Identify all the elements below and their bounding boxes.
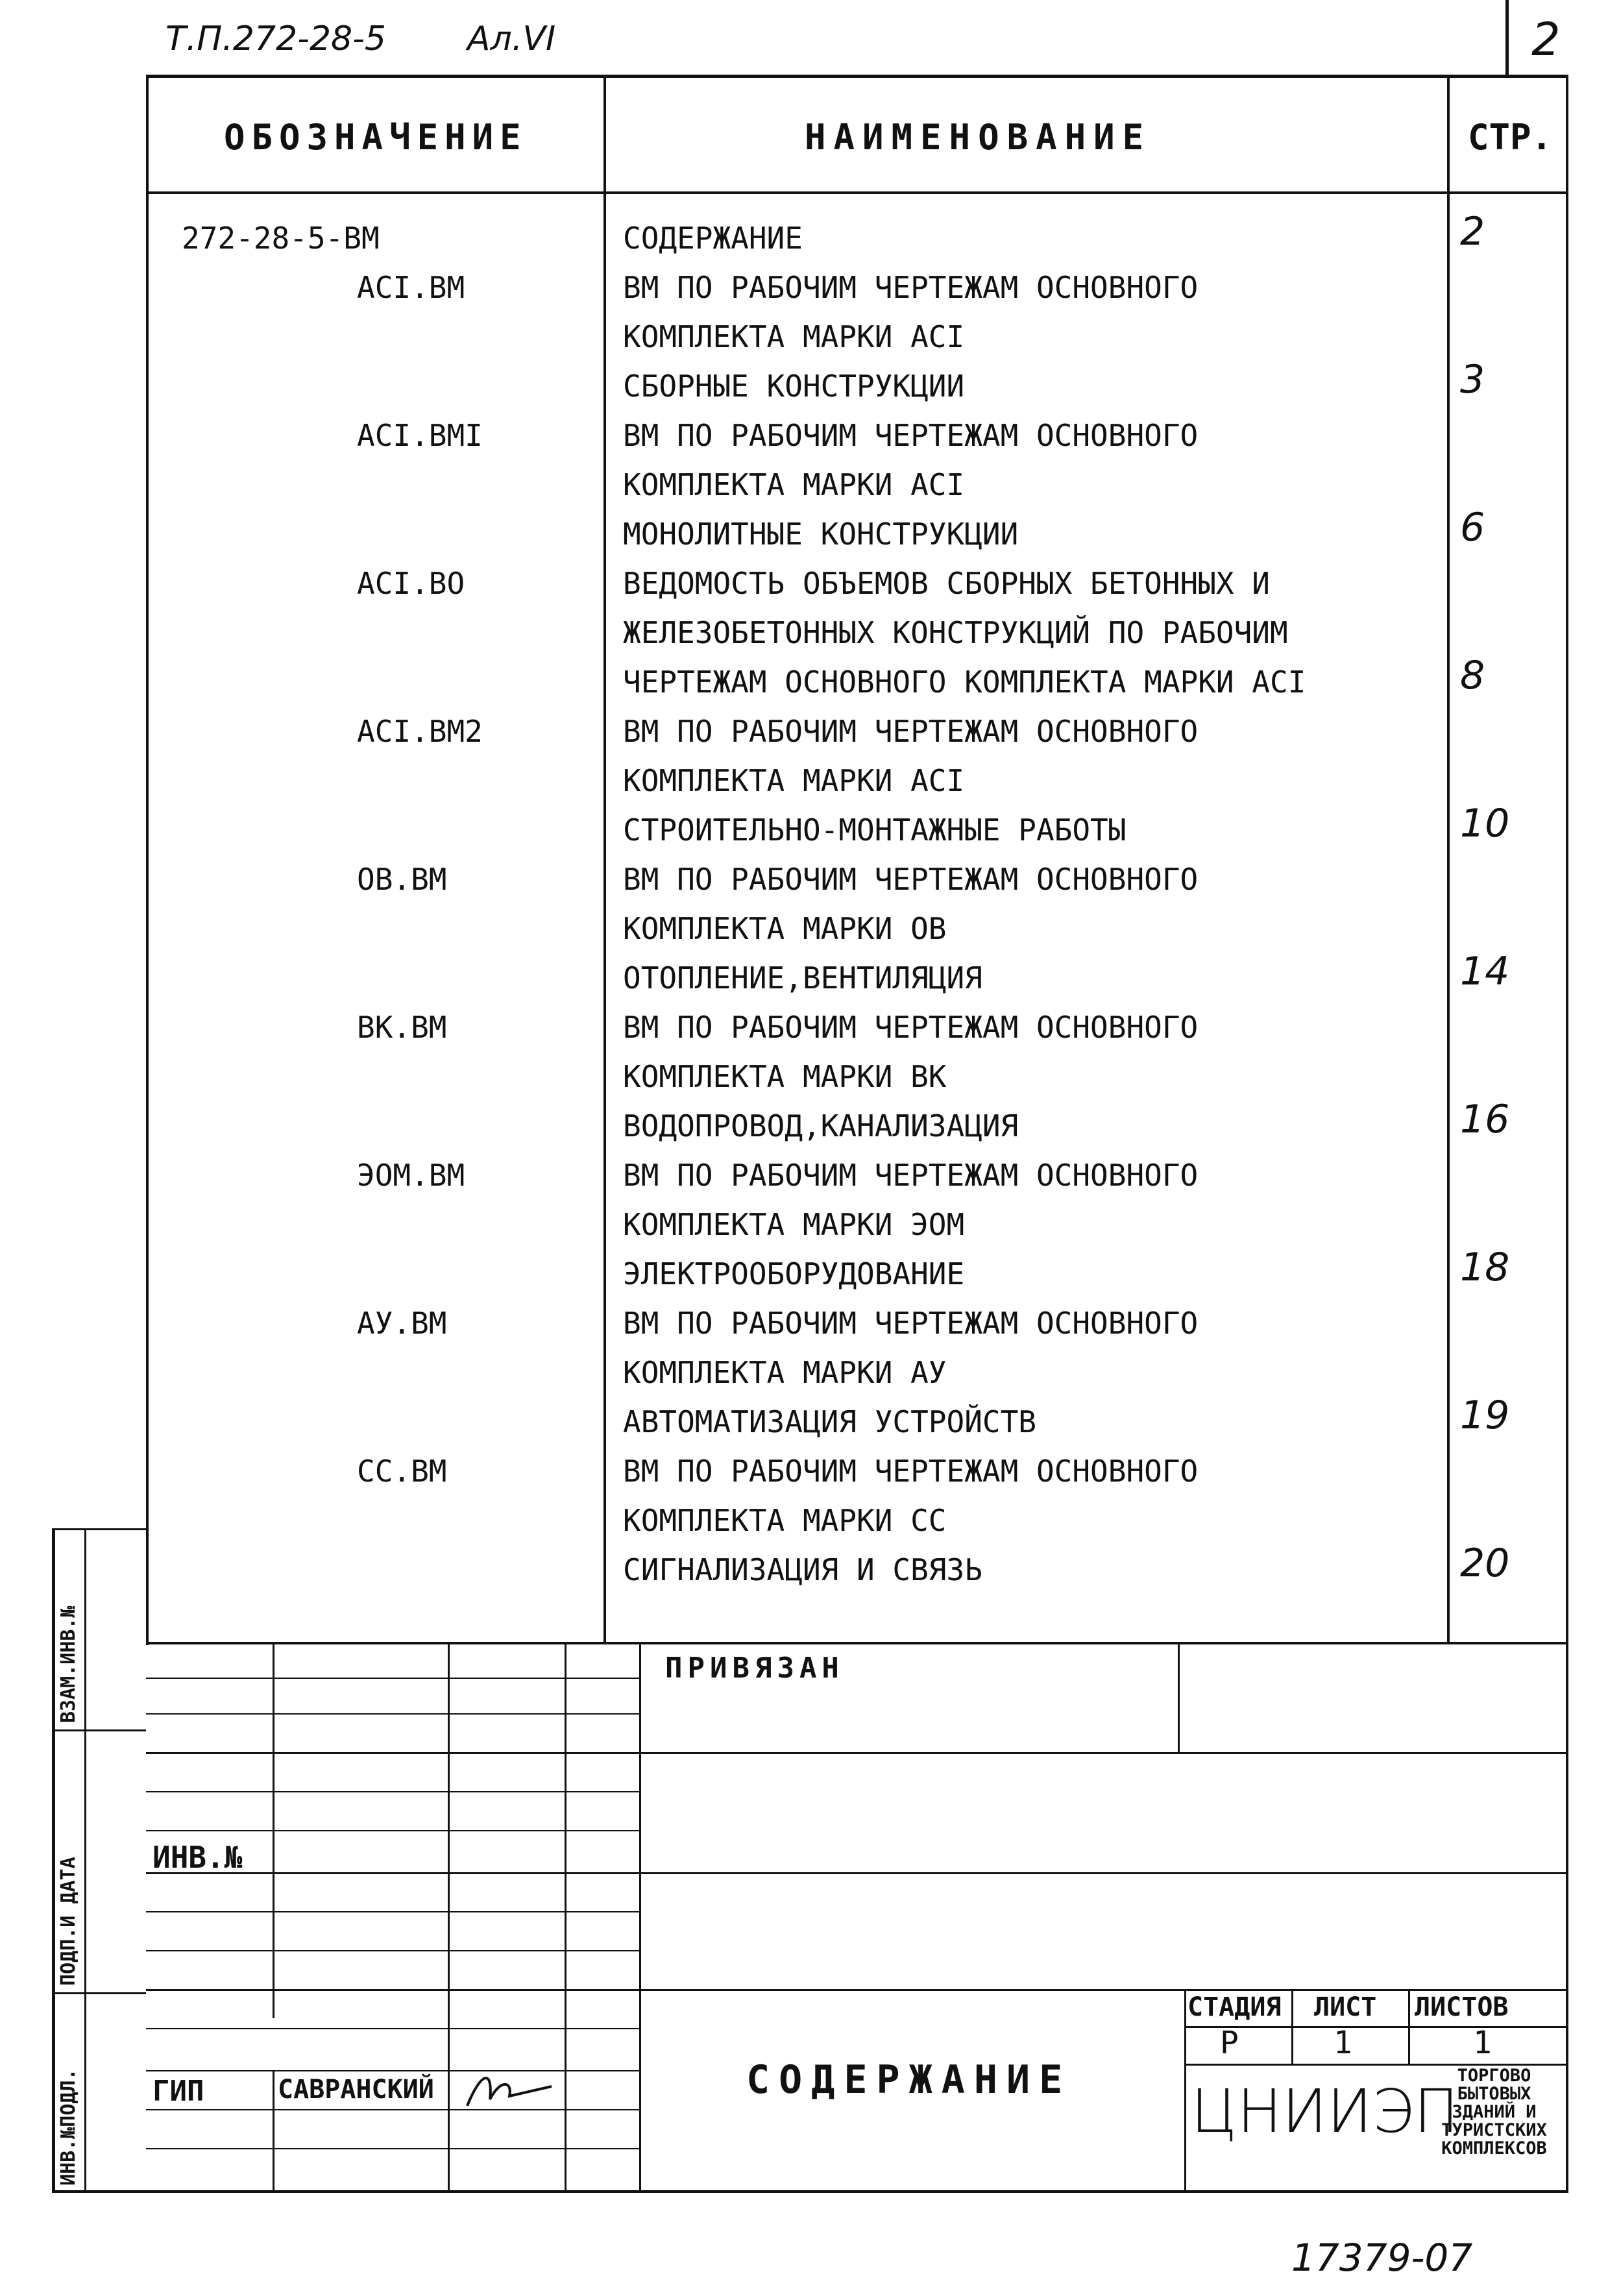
row-name: ВМ ПО РАБОЧИМ ЧЕРТЕЖАМ ОСНОВНОГО [623,714,1199,749]
row-name: ВМ ПО РАБОЧИМ ЧЕРТЕЖАМ ОСНОВНОГО [623,270,1199,305]
row-code: АСI.ВМ2 [357,714,483,749]
row-name: ВМ ПО РАБОЧИМ ЧЕРТЕЖАМ ОСНОВНОГО [623,1306,1199,1341]
side-label-original: ИНВ.№ПОДЛ. [57,2068,80,2186]
row-name: ВЕДОМОСТЬ ОБЪЕМОВ СБОРНЫХ БЕТОННЫХ И [623,566,1270,601]
row-name: КОМПЛЕКТА МАРКИ СС [623,1503,947,1538]
row-page: 3 [1460,357,1485,402]
album-number: Ал.VI [467,19,556,58]
row-name: ВМ ПО РАБОЧИМ ЧЕРТЕЖАМ ОСНОВНОГО [623,1158,1199,1193]
sheet-number: 2 [1531,13,1561,66]
row-page: 19 [1460,1393,1510,1438]
row-page: 16 [1460,1097,1510,1142]
row-name: СИГНАЛИЗАЦИЯ И СВЯЗЬ [623,1552,982,1587]
row-code: ОВ.ВМ [357,862,447,897]
row-name: ЖЕЛЕЗОБЕТОННЫХ КОНСТРУКЦИЙ ПО РАБОЧИМ [623,615,1288,650]
row-code: АСI.ВМ [357,270,465,305]
row-name: КОМПЛЕКТА МАРКИ АСI [623,763,965,798]
row-name: ВМ ПО РАБОЧИМ ЧЕРТЕЖАМ ОСНОВНОГО [623,1454,1199,1489]
gip-label: ГИП [152,2075,204,2108]
row-code: ЭОМ.ВМ [357,1158,465,1193]
row-name: СБОРНЫЕ КОНСТРУКЦИИ [623,369,965,404]
row-name: КОМПЛЕКТА МАРКИ ВК [623,1059,947,1094]
sheet-title: СОДЕРЖАНИЕ [746,2057,1072,2103]
row-code: АСI.ВО [357,566,465,601]
row-name: ЭЛЕКТРООБОРУДОВАНИЕ [623,1256,965,1291]
stage-header: СТАДИЯ [1188,1992,1282,2022]
sheets-value: 1 [1473,2025,1492,2061]
row-name: ВОДОПРОВОД,КАНАЛИЗАЦИЯ [623,1108,1019,1143]
row-page: 10 [1460,801,1510,846]
project-code: Т.П.272-28-5 [165,19,386,58]
inv-label: ИНВ.№ [152,1840,243,1875]
header-page: СТР. [1468,117,1553,158]
row-name: ВМ ПО РАБОЧИМ ЧЕРТЕЖАМ ОСНОВНОГО [623,862,1199,897]
row-page: 2 [1460,209,1485,254]
row-name: ОТОПЛЕНИЕ,ВЕНТИЛЯЦИЯ [623,960,982,995]
row-name: СТРОИТЕЛЬНО-МОНТАЖНЫЕ РАБОТЫ [623,812,1127,848]
row-name: КОМПЛЕКТА МАРКИ АСI [623,467,965,502]
row-name: ЧЕРТЕЖАМ ОСНОВНОГО КОМПЛЕКТА МАРКИ АСI [623,665,1306,700]
row-code: АУ.ВМ [357,1306,447,1341]
attached-label: ПРИВЯЗАН [665,1652,844,1685]
row-page: 6 [1460,505,1485,550]
org-logo: ЦНИИЭП [1191,2077,1459,2146]
row-name: АВТОМАТИЗАЦИЯ УСТРОЙСТВ [623,1404,1036,1439]
bottom-number: 17379-07 [1291,2236,1473,2280]
row-page: 18 [1460,1245,1510,1290]
row-page: 20 [1460,1541,1510,1586]
row-name: КОМПЛЕКТА МАРКИ АСI [623,319,965,354]
header-designation: ОБОЗНАЧЕНИЕ [224,117,528,158]
row-name: КОМПЛЕКТА МАРКИ ОВ [623,911,947,946]
signature-icon [454,2060,558,2116]
row-page: 8 [1460,653,1485,698]
row-name: ВМ ПО РАБОЧИМ ЧЕРТЕЖАМ ОСНОВНОГО [623,1010,1199,1045]
gip-name: САВРАНСКИЙ [278,2075,434,2105]
row-code: 272-28-5-ВМ [182,221,380,256]
row-code: СС.ВМ [357,1454,447,1489]
row-name: МОНОЛИТНЫЕ КОНСТРУКЦИИ [623,517,1019,552]
stage-value: Р [1220,2025,1239,2061]
org-description: ТОРГОВО БЫТОВЫХ ЗДАНИЙ И ТУРИСТСКИХ КОМПЛЕКСОВ [1441,2066,1547,2158]
sheet-value: 1 [1334,2025,1352,2061]
row-page: 14 [1460,949,1510,994]
row-name: СОДЕРЖАНИЕ [623,221,803,256]
row-code: АСI.ВМI [357,418,483,453]
row-code: ВК.ВМ [357,1010,447,1045]
header-name: НАИМЕНОВАНИЕ [805,117,1152,158]
side-label-replacement: ВЗАМ.ИНВ.№ [57,1606,80,1723]
row-name: КОМПЛЕКТА МАРКИ ЭОМ [623,1207,965,1242]
row-name: ВМ ПО РАБОЧИМ ЧЕРТЕЖАМ ОСНОВНОГО [623,418,1199,453]
sheets-header: ЛИСТОВ [1415,1992,1509,2022]
side-label-signature: ПОДП.И ДАТА [57,1857,80,1986]
sheet-header: ЛИСТ [1314,1992,1377,2022]
row-name: КОМПЛЕКТА МАРКИ АУ [623,1355,947,1390]
